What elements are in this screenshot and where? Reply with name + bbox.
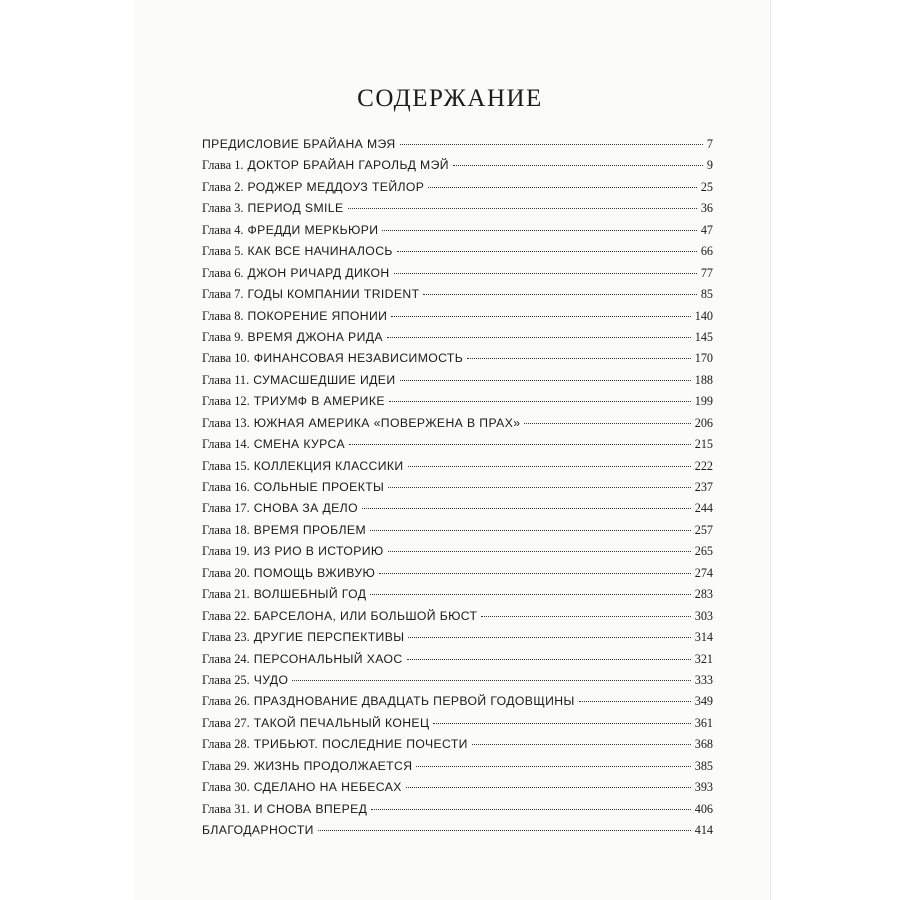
dot-leader (292, 680, 690, 681)
page-number: 145 (694, 329, 713, 344)
chapter-title: ТАКОЙ ПЕЧАЛЬНЫЙ КОНЕЦ (253, 715, 430, 730)
toc-entry (202, 563, 713, 584)
chapter-number: Глава 18. (202, 522, 250, 537)
toc-entry (202, 263, 713, 284)
page-number: 265 (694, 544, 713, 559)
chapter-title: ПЕРСОНАЛЬНЫЙ ХАОС (253, 651, 403, 666)
chapter-title: ПЕРИОД SMILE (247, 201, 344, 216)
dot-leader (408, 637, 690, 638)
chapter-title: ТРИБЬЮТ. ПОСЛЕДНИЕ ПОЧЕСТИ (253, 737, 468, 752)
chapter-title: ФРЕДДИ МЕРКЬЮРИ (247, 222, 379, 237)
chapter-number: Глава 25. (202, 672, 250, 687)
table-of-contents (202, 134, 713, 841)
toc-entry (202, 348, 713, 369)
dot-leader (382, 230, 696, 231)
chapter-number: Глава 31. (202, 801, 250, 816)
chapter-title: ГОДЫ КОМПАНИИ TRIDENT (247, 287, 420, 302)
page-number: 283 (694, 587, 713, 602)
chapter-title: БАРСЕЛОНА, ИЛИ БОЛЬШОЙ БЮСТ (253, 608, 478, 623)
toc-entry (202, 177, 713, 198)
page-number: 9 (706, 158, 713, 173)
toc-entry (202, 627, 713, 648)
chapter-title: СНОВА ЗА ДЕЛО (253, 501, 358, 516)
toc-entry (202, 649, 713, 670)
dot-leader (472, 744, 691, 745)
page-number: 170 (694, 351, 713, 366)
dot-leader (400, 380, 691, 381)
chapter-number: Глава 26. (202, 694, 250, 709)
page-number: 314 (694, 630, 713, 645)
chapter-title: СДЕЛАНО НА НЕБЕСАХ (253, 780, 402, 795)
toc-entry (202, 391, 713, 412)
dot-leader (408, 466, 691, 467)
toc-entry (202, 498, 713, 519)
toc-entry (202, 434, 713, 455)
chapter-number: Глава 14. (202, 437, 250, 452)
chapter-title: ПОМОЩЬ ВЖИВУЮ (253, 565, 376, 580)
chapter-number: Глава 30. (202, 780, 250, 795)
page-number: 215 (694, 437, 713, 452)
chapter-number: Глава 17. (202, 501, 250, 516)
chapter-number: Глава 21. (202, 587, 250, 602)
page-number: 140 (694, 308, 713, 323)
page-number: 47 (700, 222, 713, 237)
page-title: СОДЕРЖАНИЕ (357, 84, 543, 112)
dot-leader (349, 444, 691, 445)
dot-leader (362, 508, 691, 509)
chapter-title: ЮЖНАЯ АМЕРИКА «ПОВЕРЖЕНА В ПРАХ» (253, 415, 521, 430)
chapter-title: ДОКТОР БРАЙАН ГАРОЛЬД МЭЙ (247, 158, 449, 173)
page-number: 406 (694, 801, 713, 816)
dot-leader (423, 294, 696, 295)
chapter-number: Глава 5. (202, 244, 244, 259)
page-number: 244 (694, 501, 713, 516)
chapter-number: Глава 11. (202, 372, 250, 387)
page-number: 36 (700, 201, 713, 216)
toc-entry (202, 370, 713, 391)
toc-entry (202, 820, 713, 841)
toc-entry (202, 777, 713, 798)
page-number: 206 (694, 415, 713, 430)
chapter-title: ПОКОРЕНИЕ ЯПОНИИ (247, 308, 388, 323)
toc-entry (202, 241, 713, 262)
chapter-number: Глава 19. (202, 544, 250, 559)
toc-entry (202, 756, 713, 777)
page-number: 77 (700, 265, 713, 280)
chapter-title: ЖИЗНЬ ПРОДОЛЖАЕТСЯ (253, 758, 413, 773)
toc-entry (202, 198, 713, 219)
page-number: 66 (700, 244, 713, 259)
chapter-title: ДРУГИЕ ПЕРСПЕКТИВЫ (253, 630, 405, 645)
page-number: 237 (694, 480, 713, 494)
chapter-title: ФИНАНСОВАЯ НЕЗАВИСИМОСТЬ (253, 351, 464, 366)
dot-leader (388, 487, 690, 488)
chapter-number: Глава 22. (202, 608, 250, 623)
dot-leader (389, 401, 691, 402)
chapter-title: СОЛЬНЫЕ ПРОЕКТЫ (253, 480, 385, 494)
chapter-number: Глава 1. (202, 158, 244, 173)
dot-leader (379, 573, 690, 574)
page-number: 303 (694, 608, 713, 623)
chapter-number: Глава 3. (202, 201, 244, 216)
toc-entry (202, 306, 713, 327)
chapter-title: СМЕНА КУРСА (253, 437, 345, 452)
dot-leader (481, 616, 690, 617)
toc-entry (202, 713, 713, 734)
dot-leader (524, 423, 690, 424)
chapter-title: КОЛЛЕКЦИЯ КЛАССИКИ (253, 458, 404, 473)
toc-entry (202, 584, 713, 605)
chapter-title: СУМАСШЕДШИЕ ИДЕИ (253, 372, 396, 387)
page-number: 25 (700, 179, 713, 194)
toc-entry (202, 734, 713, 755)
dot-leader (407, 659, 691, 660)
chapter-number: Глава 9. (202, 329, 244, 344)
chapter-number: Глава 13. (202, 415, 250, 430)
page-number: 257 (694, 522, 713, 537)
dot-leader (579, 701, 691, 702)
chapter-title: ЧУДО (253, 672, 289, 687)
dot-leader (400, 144, 703, 145)
page-number: 385 (694, 758, 713, 773)
toc-entry (202, 520, 713, 541)
toc-entry (202, 691, 713, 712)
toc-entry (202, 606, 713, 627)
dot-leader (370, 594, 690, 595)
chapter-number: Глава 16. (202, 480, 250, 494)
chapter-title: ПРАЗДНОВАНИЕ ДВАДЦАТЬ ПЕРВОЙ ГОДОВЩИНЫ (253, 694, 575, 709)
chapter-number: Глава 7. (202, 287, 244, 302)
chapter-number: Глава 20. (202, 565, 250, 580)
chapter-number: Глава 29. (202, 758, 250, 773)
dot-leader (388, 551, 691, 552)
toc-entry (202, 541, 713, 562)
chapter-title: ПРЕДИСЛОВИЕ БРАЙАНА МЭЯ (202, 137, 396, 151)
page-number: 321 (694, 651, 713, 666)
chapter-title: КАК ВСЕ НАЧИНАЛОСЬ (247, 244, 393, 259)
chapter-title: ВОЛШЕБНЫЙ ГОД (253, 587, 367, 602)
chapter-number: Глава 15. (202, 458, 250, 473)
toc-entry (202, 799, 713, 820)
chapter-title: ТРИУМФ В АМЕРИКЕ (253, 394, 385, 409)
page-number: 368 (694, 737, 713, 752)
dot-leader (370, 530, 691, 531)
toc-entry (202, 477, 713, 498)
chapter-number: Глава 6. (202, 265, 244, 280)
dot-leader (318, 830, 691, 831)
toc-entry (202, 220, 713, 241)
chapter-title: И СНОВА ВПЕРЕД (253, 801, 368, 816)
dot-leader (387, 337, 691, 338)
page-number: 85 (700, 287, 713, 302)
chapter-number: Глава 8. (202, 308, 244, 323)
toc-entry (202, 284, 713, 305)
chapter-title: ВРЕМЯ ДЖОНА РИДА (247, 329, 383, 344)
chapter-title: РОДЖЕР МЕДДОУЗ ТЕЙЛОР (247, 179, 425, 194)
chapter-number: Глава 4. (202, 222, 244, 237)
dot-leader (453, 165, 703, 166)
toc-entry (202, 327, 713, 348)
chapter-title: ВРЕМЯ ПРОБЛЕМ (253, 522, 366, 537)
chapter-number: Глава 23. (202, 630, 250, 645)
dot-leader (348, 208, 697, 209)
dot-leader (394, 273, 697, 274)
dot-leader (391, 316, 690, 317)
page-number: 349 (694, 694, 713, 709)
dot-leader (467, 358, 691, 359)
chapter-number: Глава 28. (202, 737, 250, 752)
dot-leader (406, 787, 691, 788)
page-number: 188 (694, 372, 713, 387)
page-number: 222 (694, 458, 713, 473)
toc-entry (202, 456, 713, 477)
dot-leader (433, 723, 690, 724)
chapter-title: ДЖОН РИЧАРД ДИКОН (247, 265, 390, 280)
page-number: 414 (694, 823, 713, 837)
chapter-number: Глава 24. (202, 651, 250, 666)
page-number: 274 (694, 565, 713, 580)
page-number: 393 (694, 780, 713, 795)
chapter-number: Глава 10. (202, 351, 250, 366)
dot-leader (428, 187, 697, 188)
chapter-number: Глава 27. (202, 715, 250, 730)
toc-entry (202, 134, 713, 155)
page-number: 333 (694, 672, 713, 687)
dot-leader (416, 766, 690, 767)
dot-leader (397, 251, 697, 252)
page-number: 199 (694, 394, 713, 409)
chapter-number: Глава 12. (202, 394, 250, 409)
chapter-number: Глава 2. (202, 179, 244, 194)
toc-entry (202, 155, 713, 176)
chapter-title: БЛАГОДАРНОСТИ (202, 823, 314, 837)
chapter-title: ИЗ РИО В ИСТОРИЮ (253, 544, 384, 559)
page-number: 7 (706, 137, 713, 151)
toc-entry (202, 670, 713, 691)
page-number: 361 (694, 715, 713, 730)
toc-entry (202, 413, 713, 434)
dot-leader (371, 809, 690, 810)
